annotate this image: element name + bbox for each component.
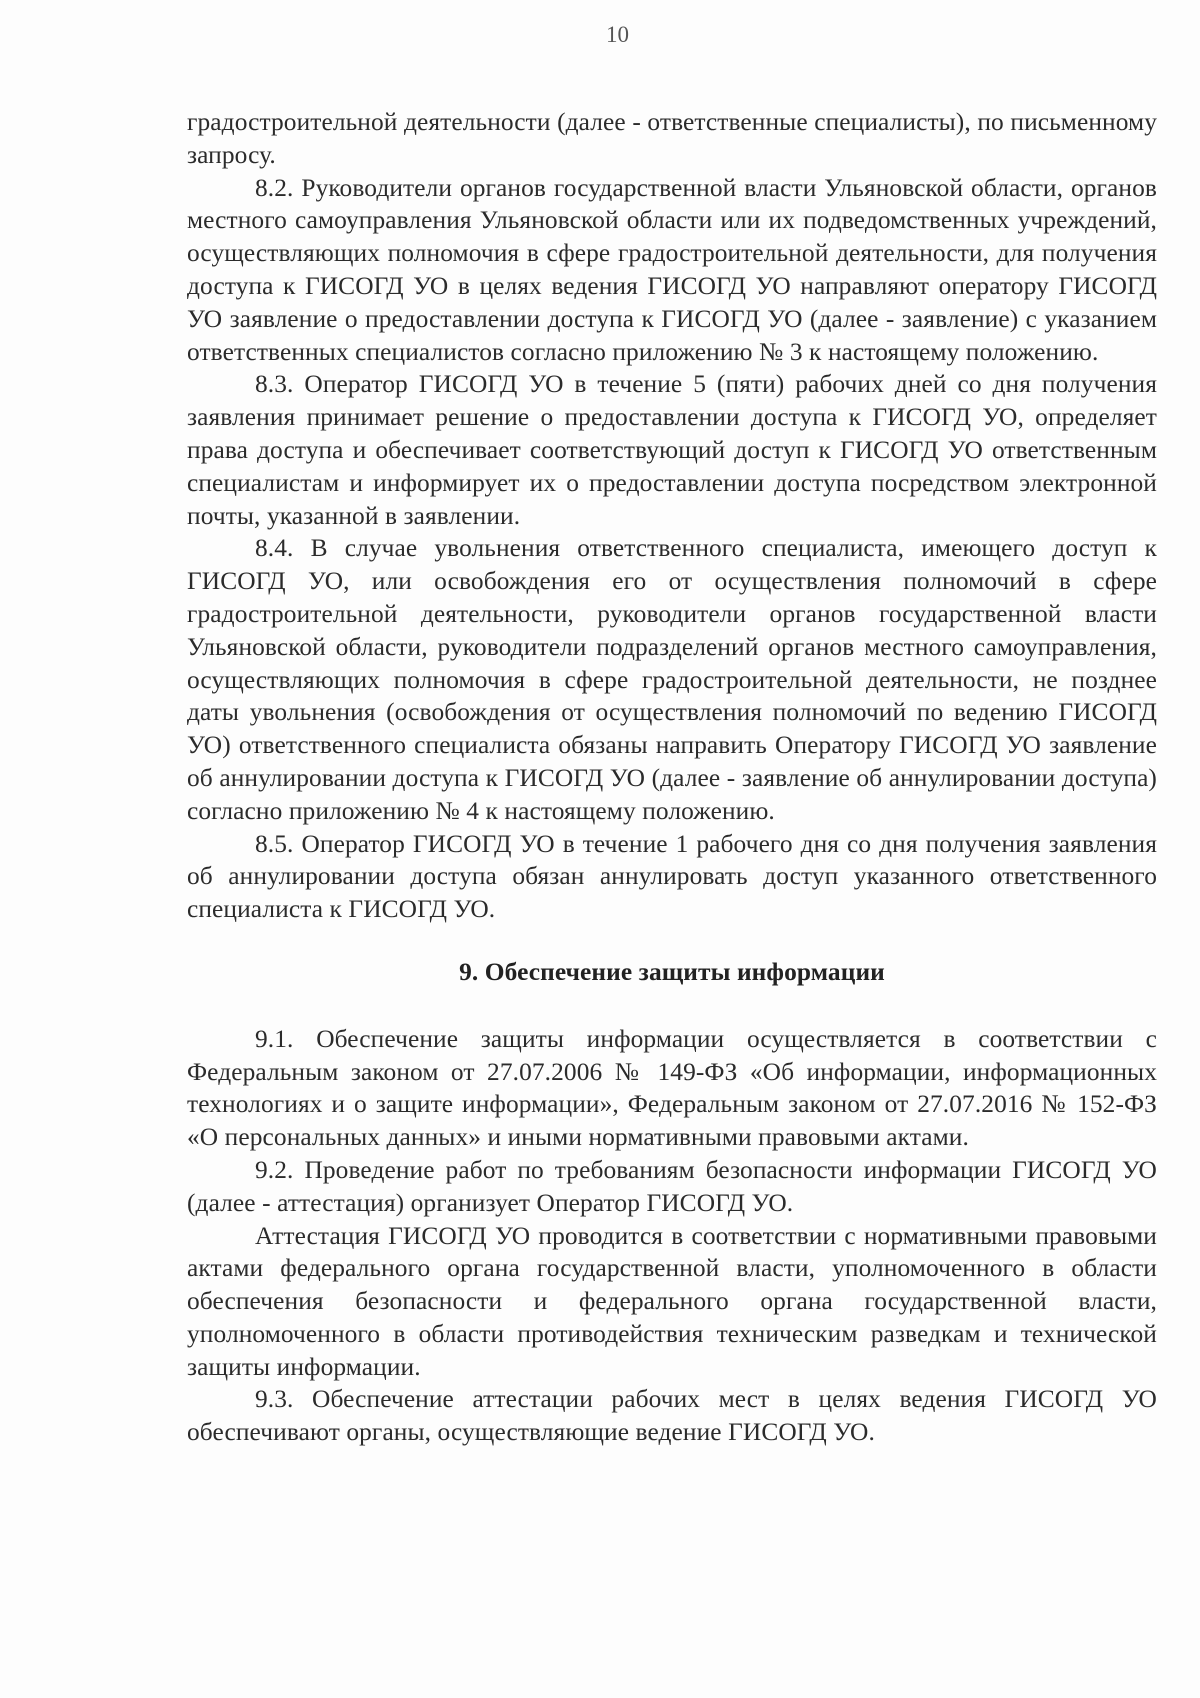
paragraph-8-4: 8.4. В случае увольнения ответственного специалиста, имеющего доступ к ГИСОГД УО, или освобождения его от осуществления полномочий в сфере градостроительной деятельности, руководители органов государственной власти Ульяновской области, руководители подразделений органов местного самоуправления, осуществляющих полномочия в сфере градостроительной деятельности, не позднее даты увольнения (освобождения от осуществления полномочий по ведению ГИСОГД УО) ответственного специалиста обязаны направить Оператору ГИСОГД УО заявление об аннулировании доступа к ГИСОГД УО (далее - заявление об аннулировании доступа) согласно приложению № 4 к настоящему положению. — [187, 534, 1157, 825]
paragraph-8-3: 8.3. Оператор ГИСОГД УО в течение 5 (пяти) рабочих дней со дня получения заявления принимает решение о предоставлении доступа к ГИСОГД УО, определяет права доступа и обеспечивает соответствующий доступ к ГИСОГД УО ответственным специалистам и информирует их о предоставлении доступа посредством электронной почты, указанной в заявлении. — [187, 370, 1157, 530]
page-number: 10 — [606, 22, 629, 47]
paragraph-attestation: Аттестация ГИСОГД УО проводится в соответствии с нормативными правовыми актами федерального органа государственной власти, уполномоченного в области обеспечения безопасности и федерального органа государственной власти, уполномоченного в области противодействия техническим разведкам и технической защиты информации. — [187, 1221, 1157, 1381]
paragraph-9-2: 9.2. Проведение работ по требованиям безопасности информации ГИСОГД УО (далее - аттестация) организует Оператор ГИСОГД УО. — [187, 1155, 1157, 1217]
paragraph-8-2: 8.2. Руководители органов государственной власти Ульяновской области, органов местного самоуправления Ульяновской области или их подведомственных учреждений, осуществляющих полномочия в сфере градостроительной деятельности, для получения доступа к ГИСОГД УО в целях ведения ГИСОГД УО направляют оператору ГИСОГД УО заявление о предоставлении доступа к ГИСОГД УО (далее - заявление) с указанием ответственных специалистов согласно приложению № 3 к настоящему положению. — [187, 173, 1157, 366]
document-body — [187, 106, 1157, 1449]
paragraph-8-5: 8.5. Оператор ГИСОГД УО в течение 1 рабочего дня со дня получения заявления об аннулировании доступа обязан аннулировать доступ указанного ответственного специалиста к ГИСОГД УО. — [187, 829, 1157, 924]
section-heading: 9. Обеспечение защиты информации — [459, 957, 885, 986]
paragraph-continuation: градостроительной деятельности (далее - ответственные специалисты), по письменному запросу. — [187, 108, 1157, 169]
paragraph-9-3: 9.3. Обеспечение аттестации рабочих мест в целях ведения ГИСОГД УО обеспечивают органы, осуществляющие ведение ГИСОГД УО. — [187, 1385, 1157, 1447]
paragraph-9-1: 9.1. Обеспечение защиты информации осуществляется в соответствии с Федеральным законом от 27.07.2006 № 149-ФЗ «Об информации, информационных технологиях и о защите информации», Федеральным законом от 27.07.2016 № 152-ФЗ «О персональных данных» и иными нормативными правовыми актами. — [187, 1024, 1157, 1152]
